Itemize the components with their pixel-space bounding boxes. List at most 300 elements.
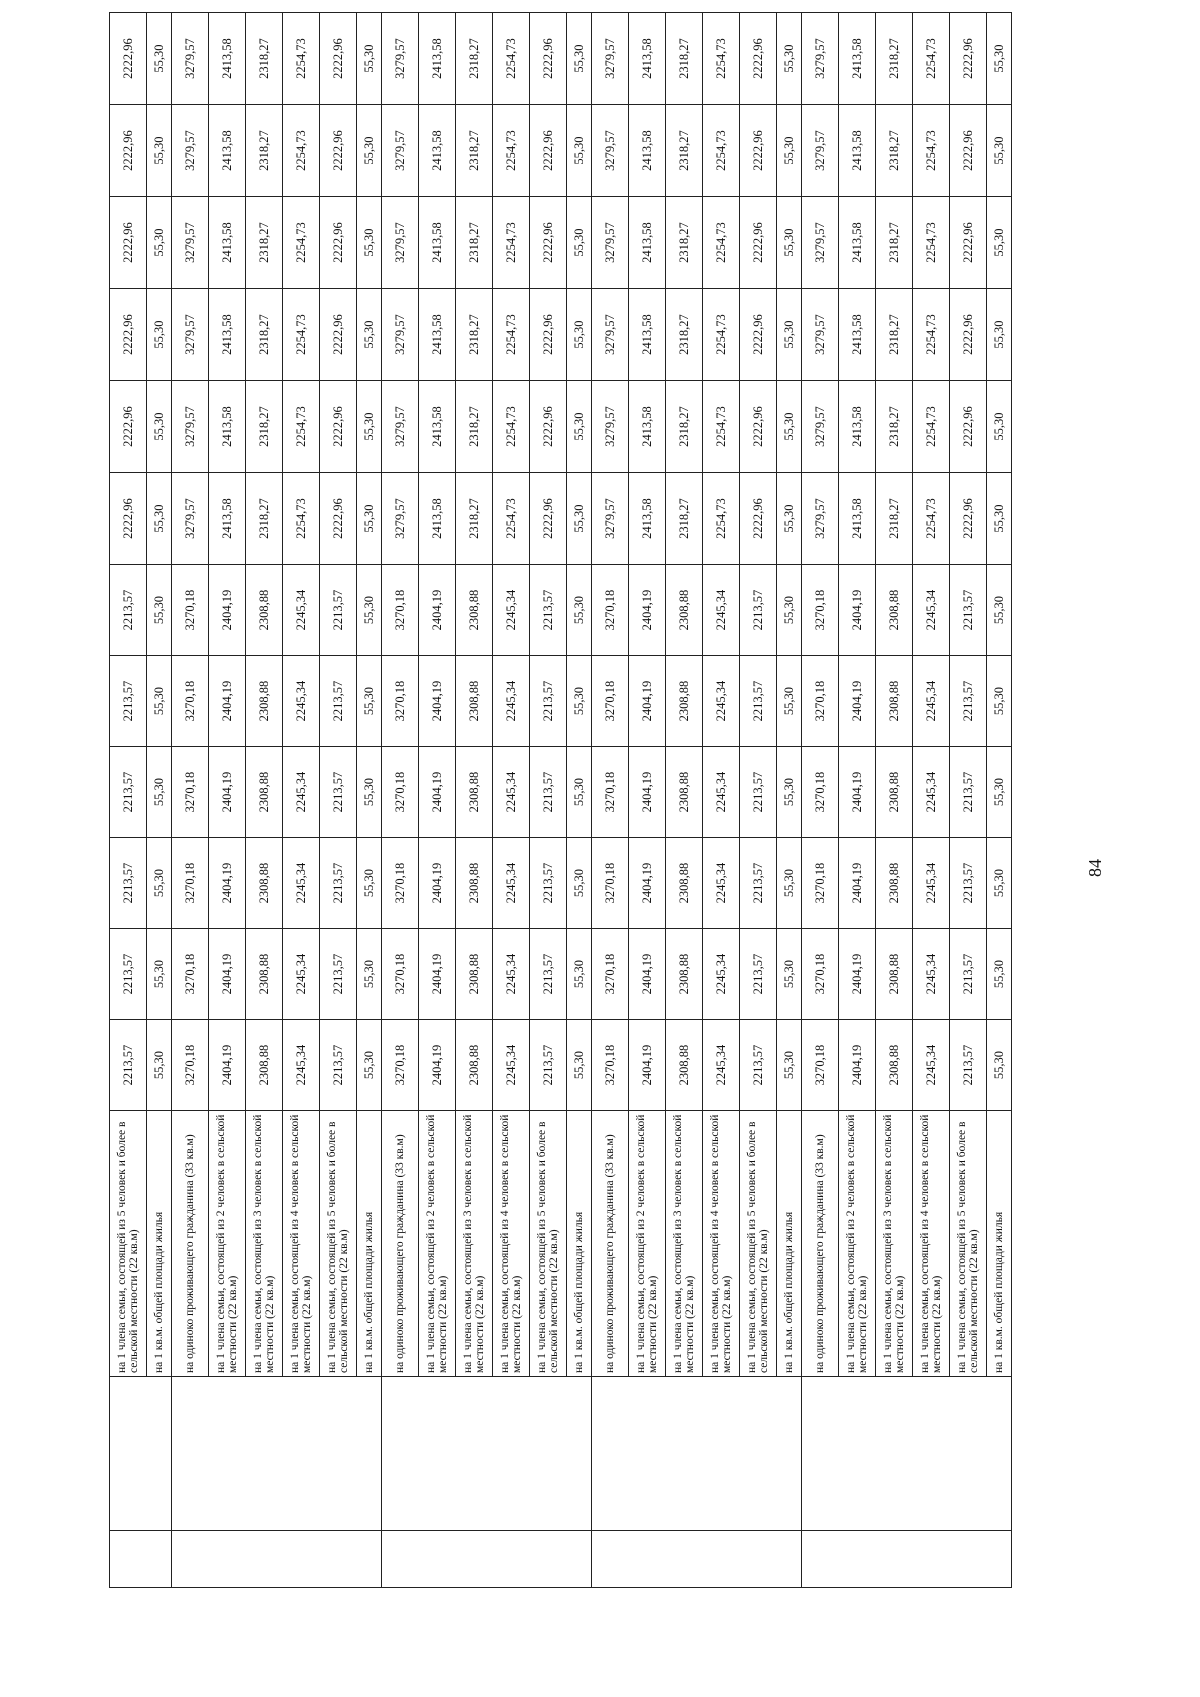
value-cell: 2254,73 xyxy=(703,197,740,289)
value-cell: 2318,27 xyxy=(456,381,493,473)
table-row xyxy=(950,13,987,1588)
value-cell: 2318,27 xyxy=(876,105,913,197)
value-cell: 2213,57 xyxy=(320,565,357,656)
value-cell: 2245,34 xyxy=(493,747,530,838)
value-cell: 2404,19 xyxy=(629,656,666,747)
value-cell: 2404,19 xyxy=(839,747,876,838)
value-cell: 2213,57 xyxy=(530,565,567,656)
value-cell: 2254,73 xyxy=(283,381,320,473)
value-cell: 2318,27 xyxy=(666,381,703,473)
value-cell: 2245,34 xyxy=(283,565,320,656)
value-cell: 2404,19 xyxy=(419,565,456,656)
value-cell: 2254,73 xyxy=(493,381,530,473)
value-cell: 2318,27 xyxy=(456,13,493,105)
value-cell: 2222,96 xyxy=(320,473,357,565)
value-cell: 3270,18 xyxy=(802,656,839,747)
value-cell: 2254,73 xyxy=(703,289,740,381)
norm-description-cell: на 1 члена семьи, состоящей из 2 человек в сельской местности (22 кв.м) xyxy=(629,1111,666,1377)
value-cell: 2318,27 xyxy=(456,197,493,289)
value-cell: 2222,96 xyxy=(950,381,987,473)
value-cell: 55,30 xyxy=(777,197,802,289)
settlement-name-cell xyxy=(592,1377,802,1531)
value-cell: 2222,96 xyxy=(950,197,987,289)
value-cell: 2308,88 xyxy=(456,929,493,1020)
value-cell: 2245,34 xyxy=(913,838,950,929)
table-row xyxy=(320,13,357,1588)
value-cell: 2308,88 xyxy=(666,656,703,747)
table-row xyxy=(666,13,703,1588)
table-row xyxy=(147,13,172,1588)
value-cell: 2413,58 xyxy=(629,197,666,289)
value-cell: 3279,57 xyxy=(802,289,839,381)
value-cell: 2254,73 xyxy=(703,381,740,473)
value-cell: 2413,58 xyxy=(419,197,456,289)
value-cell: 2318,27 xyxy=(666,473,703,565)
table-row xyxy=(592,13,629,1588)
value-cell: 2222,96 xyxy=(740,473,777,565)
value-cell: 3270,18 xyxy=(382,838,419,929)
value-cell: 2245,34 xyxy=(703,929,740,1020)
value-cell: 55,30 xyxy=(147,289,172,381)
value-cell: 2404,19 xyxy=(209,747,246,838)
value-cell: 3279,57 xyxy=(382,289,419,381)
value-cell: 2254,73 xyxy=(493,289,530,381)
value-cell: 2254,73 xyxy=(283,473,320,565)
value-cell: 55,30 xyxy=(567,565,592,656)
value-cell: 2213,57 xyxy=(320,929,357,1020)
value-cell: 2222,96 xyxy=(110,289,147,381)
table-row xyxy=(802,13,839,1588)
value-cell: 3279,57 xyxy=(592,197,629,289)
value-cell: 55,30 xyxy=(357,289,382,381)
value-cell: 2413,58 xyxy=(209,105,246,197)
value-cell: 2413,58 xyxy=(209,197,246,289)
value-cell: 2404,19 xyxy=(209,656,246,747)
value-cell: 2222,96 xyxy=(320,105,357,197)
value-cell: 2222,96 xyxy=(110,473,147,565)
value-cell: 55,30 xyxy=(357,105,382,197)
tariff-table-body xyxy=(110,13,1012,1588)
value-cell: 2254,73 xyxy=(913,289,950,381)
table-row xyxy=(110,13,147,1588)
settlement-name-cell xyxy=(172,1377,382,1531)
value-cell: 55,30 xyxy=(987,838,1012,929)
value-cell: 2222,96 xyxy=(950,105,987,197)
value-cell: 55,30 xyxy=(987,929,1012,1020)
value-cell: 2213,57 xyxy=(950,656,987,747)
value-cell: 2413,58 xyxy=(839,105,876,197)
value-cell: 55,30 xyxy=(147,13,172,105)
value-cell: 2318,27 xyxy=(666,13,703,105)
value-cell: 2254,73 xyxy=(493,105,530,197)
table-row xyxy=(987,13,1012,1588)
value-cell: 2213,57 xyxy=(740,565,777,656)
value-cell: 2318,27 xyxy=(876,197,913,289)
value-cell: 2245,34 xyxy=(283,929,320,1020)
value-cell: 55,30 xyxy=(567,473,592,565)
value-cell: 55,30 xyxy=(777,656,802,747)
value-cell: 2308,88 xyxy=(246,656,283,747)
value-cell: 2413,58 xyxy=(629,13,666,105)
value-cell: 3270,18 xyxy=(592,747,629,838)
table-row xyxy=(246,13,283,1588)
value-cell: 2318,27 xyxy=(456,473,493,565)
value-cell: 2222,96 xyxy=(740,197,777,289)
value-cell: 3270,18 xyxy=(172,929,209,1020)
table-row xyxy=(839,13,876,1588)
value-cell: 2245,34 xyxy=(283,838,320,929)
table-row xyxy=(777,13,802,1588)
value-cell: 2404,19 xyxy=(629,929,666,1020)
value-cell: 2318,27 xyxy=(876,13,913,105)
value-cell: 2308,88 xyxy=(246,565,283,656)
value-cell: 3279,57 xyxy=(172,289,209,381)
value-cell: 3270,18 xyxy=(592,929,629,1020)
value-cell: 2413,58 xyxy=(839,289,876,381)
value-cell: 3279,57 xyxy=(382,381,419,473)
value-cell: 2213,57 xyxy=(110,929,147,1020)
norm-description-cell: на 1 кв.м. общей площади жилья xyxy=(987,1111,1012,1377)
value-cell: 2308,88 xyxy=(456,1020,493,1111)
norm-description-cell: на 1 кв.м. общей площади жилья xyxy=(357,1111,382,1377)
table-row xyxy=(703,13,740,1588)
value-cell: 3279,57 xyxy=(382,473,419,565)
value-cell: 55,30 xyxy=(987,197,1012,289)
value-cell: 55,30 xyxy=(357,656,382,747)
value-cell: 2245,34 xyxy=(493,1020,530,1111)
table-row xyxy=(419,13,456,1588)
norm-description-cell: на 1 члена семьи, состоящей из 5 человек и более в сельской местности (22 кв.м) xyxy=(530,1111,567,1377)
value-cell: 55,30 xyxy=(357,838,382,929)
page-number: 84 xyxy=(1085,859,1105,877)
value-cell: 2222,96 xyxy=(530,105,567,197)
value-cell: 2413,58 xyxy=(209,473,246,565)
value-cell: 2404,19 xyxy=(419,656,456,747)
value-cell: 2222,96 xyxy=(110,13,147,105)
value-cell: 3270,18 xyxy=(172,838,209,929)
value-cell: 55,30 xyxy=(987,565,1012,656)
norm-description-cell: на 1 члена семьи, состоящей из 2 человек в сельской местности (22 кв.м) xyxy=(209,1111,246,1377)
value-cell: 2222,96 xyxy=(950,289,987,381)
norm-description-cell: на 1 члена семьи, состоящей из 4 человек в сельской местности (22 кв.м) xyxy=(913,1111,950,1377)
norm-description-cell: на 1 кв.м. общей площади жилья xyxy=(567,1111,592,1377)
table-row xyxy=(530,13,567,1588)
norm-description-cell: на 1 члена семьи, состоящей из 3 человек в сельской местности (22 кв.м) xyxy=(456,1111,493,1377)
value-cell: 2254,73 xyxy=(493,197,530,289)
value-cell: 55,30 xyxy=(567,289,592,381)
value-cell: 2413,58 xyxy=(629,105,666,197)
value-cell: 55,30 xyxy=(357,565,382,656)
value-cell: 2245,34 xyxy=(493,565,530,656)
value-cell: 2222,96 xyxy=(740,105,777,197)
value-cell: 2318,27 xyxy=(246,473,283,565)
value-cell: 2213,57 xyxy=(740,656,777,747)
value-cell: 2308,88 xyxy=(876,656,913,747)
value-cell: 55,30 xyxy=(987,473,1012,565)
value-cell: 2213,57 xyxy=(320,838,357,929)
value-cell: 2308,88 xyxy=(876,747,913,838)
table-row xyxy=(357,13,382,1588)
norm-description-cell: на одиноко проживающего гражданина (33 кв.м) xyxy=(172,1111,209,1377)
value-cell: 2213,57 xyxy=(110,656,147,747)
value-cell: 2308,88 xyxy=(666,929,703,1020)
value-cell: 3270,18 xyxy=(592,656,629,747)
table-row xyxy=(913,13,950,1588)
row-index-cell xyxy=(172,1531,382,1588)
value-cell: 55,30 xyxy=(567,838,592,929)
value-cell: 2213,57 xyxy=(530,929,567,1020)
value-cell: 55,30 xyxy=(567,197,592,289)
value-cell: 3279,57 xyxy=(802,197,839,289)
value-cell: 2222,96 xyxy=(530,13,567,105)
value-cell: 3279,57 xyxy=(172,381,209,473)
value-cell: 2404,19 xyxy=(419,929,456,1020)
value-cell: 2254,73 xyxy=(283,197,320,289)
value-cell: 2245,34 xyxy=(703,838,740,929)
value-cell: 2308,88 xyxy=(666,838,703,929)
value-cell: 2318,27 xyxy=(246,197,283,289)
value-cell: 55,30 xyxy=(147,929,172,1020)
value-cell: 2254,73 xyxy=(913,13,950,105)
value-cell: 2308,88 xyxy=(876,838,913,929)
settlement-name-cell xyxy=(110,1377,172,1531)
value-cell: 2245,34 xyxy=(703,1020,740,1111)
value-cell: 3270,18 xyxy=(592,838,629,929)
value-cell: 2245,34 xyxy=(913,565,950,656)
value-cell: 2245,34 xyxy=(283,656,320,747)
norm-description-cell: на 1 члена семьи, состоящей из 5 человек и более в сельской местности (22 кв.м) xyxy=(110,1111,147,1377)
value-cell: 2245,34 xyxy=(493,929,530,1020)
table-row xyxy=(283,13,320,1588)
value-cell: 2245,34 xyxy=(913,747,950,838)
value-cell: 2254,73 xyxy=(703,473,740,565)
value-cell: 3279,57 xyxy=(172,105,209,197)
value-cell: 3279,57 xyxy=(592,473,629,565)
value-cell: 55,30 xyxy=(357,13,382,105)
value-cell: 2308,88 xyxy=(876,1020,913,1111)
value-cell: 2245,34 xyxy=(493,656,530,747)
value-cell: 3270,18 xyxy=(802,929,839,1020)
value-cell: 2245,34 xyxy=(703,656,740,747)
value-cell: 2308,88 xyxy=(666,565,703,656)
value-cell: 2213,57 xyxy=(110,747,147,838)
value-cell: 2213,57 xyxy=(950,929,987,1020)
norm-description-cell: на 1 члена семьи, состоящей из 3 человек в сельской местности (22 кв.м) xyxy=(876,1111,913,1377)
value-cell: 2245,34 xyxy=(283,1020,320,1111)
value-cell: 2404,19 xyxy=(209,565,246,656)
value-cell: 2308,88 xyxy=(246,838,283,929)
value-cell: 2213,57 xyxy=(530,1020,567,1111)
value-cell: 3270,18 xyxy=(172,1020,209,1111)
value-cell: 2404,19 xyxy=(839,565,876,656)
value-cell: 55,30 xyxy=(777,565,802,656)
value-cell: 2413,58 xyxy=(209,381,246,473)
value-cell: 55,30 xyxy=(567,1020,592,1111)
value-cell: 2318,27 xyxy=(666,289,703,381)
value-cell: 3279,57 xyxy=(592,289,629,381)
value-cell: 2222,96 xyxy=(320,13,357,105)
row-index-cell xyxy=(592,1531,802,1588)
value-cell: 2308,88 xyxy=(456,838,493,929)
value-cell: 2318,27 xyxy=(246,105,283,197)
value-cell: 3279,57 xyxy=(592,105,629,197)
table-row xyxy=(456,13,493,1588)
value-cell: 2213,57 xyxy=(110,1020,147,1111)
value-cell: 3270,18 xyxy=(802,747,839,838)
value-cell: 2222,96 xyxy=(530,381,567,473)
value-cell: 55,30 xyxy=(567,105,592,197)
value-cell: 2404,19 xyxy=(839,838,876,929)
value-cell: 2222,96 xyxy=(740,381,777,473)
value-cell: 2318,27 xyxy=(666,197,703,289)
value-cell: 55,30 xyxy=(567,929,592,1020)
value-cell: 2213,57 xyxy=(950,1020,987,1111)
value-cell: 55,30 xyxy=(777,289,802,381)
value-cell: 2413,58 xyxy=(419,13,456,105)
value-cell: 2308,88 xyxy=(456,747,493,838)
value-cell: 2254,73 xyxy=(493,473,530,565)
value-cell: 55,30 xyxy=(147,838,172,929)
norm-description-cell: на 1 члена семьи, состоящей из 2 человек в сельской местности (22 кв.м) xyxy=(839,1111,876,1377)
value-cell: 55,30 xyxy=(567,747,592,838)
value-cell: 3270,18 xyxy=(382,929,419,1020)
norm-description-cell: на 1 члена семьи, состоящей из 4 человек в сельской местности (22 кв.м) xyxy=(283,1111,320,1377)
value-cell: 55,30 xyxy=(987,105,1012,197)
norm-description-cell: на 1 кв.м. общей площади жилья xyxy=(147,1111,172,1377)
value-cell: 2318,27 xyxy=(246,381,283,473)
value-cell: 3270,18 xyxy=(382,1020,419,1111)
value-cell: 55,30 xyxy=(357,381,382,473)
value-cell: 2222,96 xyxy=(530,289,567,381)
value-cell: 2245,34 xyxy=(703,565,740,656)
value-cell: 3270,18 xyxy=(172,747,209,838)
value-cell: 2413,58 xyxy=(629,473,666,565)
value-cell: 55,30 xyxy=(147,565,172,656)
value-cell: 3279,57 xyxy=(802,105,839,197)
value-cell: 2318,27 xyxy=(456,105,493,197)
norm-description-cell: на 1 кв.м. общей площади жилья xyxy=(777,1111,802,1377)
value-cell: 55,30 xyxy=(147,105,172,197)
table-row xyxy=(209,13,246,1588)
value-cell: 2318,27 xyxy=(246,289,283,381)
value-cell: 3279,57 xyxy=(172,197,209,289)
norm-description-cell: на 1 члена семьи, состоящей из 5 человек и более в сельской местности (22 кв.м) xyxy=(320,1111,357,1377)
value-cell: 55,30 xyxy=(567,656,592,747)
value-cell: 55,30 xyxy=(147,747,172,838)
value-cell: 55,30 xyxy=(357,473,382,565)
value-cell: 2254,73 xyxy=(283,105,320,197)
value-cell: 3270,18 xyxy=(382,656,419,747)
value-cell: 2308,88 xyxy=(246,1020,283,1111)
norm-description-cell: на 1 члена семьи, состоящей из 2 человек в сельской местности (22 кв.м) xyxy=(419,1111,456,1377)
value-cell: 3279,57 xyxy=(802,473,839,565)
value-cell: 2404,19 xyxy=(419,838,456,929)
value-cell: 3270,18 xyxy=(802,1020,839,1111)
value-cell: 2404,19 xyxy=(629,747,666,838)
tariff-table xyxy=(109,12,1012,1588)
value-cell: 55,30 xyxy=(987,289,1012,381)
value-cell: 2308,88 xyxy=(456,656,493,747)
value-cell: 2318,27 xyxy=(876,289,913,381)
value-cell: 55,30 xyxy=(777,105,802,197)
value-cell: 2308,88 xyxy=(246,929,283,1020)
norm-description-cell: на одиноко проживающего гражданина (33 кв.м) xyxy=(802,1111,839,1377)
value-cell: 2254,73 xyxy=(913,381,950,473)
value-cell: 55,30 xyxy=(357,197,382,289)
row-index-cell xyxy=(382,1531,592,1588)
value-cell: 55,30 xyxy=(777,747,802,838)
value-cell: 2245,34 xyxy=(913,929,950,1020)
value-cell: 55,30 xyxy=(357,1020,382,1111)
norm-description-cell: на одиноко проживающего гражданина (33 кв.м) xyxy=(382,1111,419,1377)
value-cell: 2213,57 xyxy=(320,656,357,747)
table-row xyxy=(172,13,209,1588)
value-cell: 2404,19 xyxy=(629,838,666,929)
value-cell: 2308,88 xyxy=(666,747,703,838)
value-cell: 55,30 xyxy=(987,656,1012,747)
value-cell: 2222,96 xyxy=(320,289,357,381)
value-cell: 2213,57 xyxy=(320,747,357,838)
value-cell: 55,30 xyxy=(987,13,1012,105)
value-cell: 55,30 xyxy=(987,381,1012,473)
value-cell: 3279,57 xyxy=(172,473,209,565)
value-cell: 2413,58 xyxy=(839,197,876,289)
value-cell: 3279,57 xyxy=(382,13,419,105)
value-cell: 2413,58 xyxy=(839,473,876,565)
value-cell: 2318,27 xyxy=(876,381,913,473)
value-cell: 2308,88 xyxy=(876,929,913,1020)
value-cell: 2222,96 xyxy=(320,381,357,473)
norm-description-cell: на 1 члена семьи, состоящей из 3 человек в сельской местности (22 кв.м) xyxy=(246,1111,283,1377)
value-cell: 3270,18 xyxy=(172,565,209,656)
value-cell: 2413,58 xyxy=(419,289,456,381)
value-cell: 2213,57 xyxy=(110,565,147,656)
value-cell: 3270,18 xyxy=(592,1020,629,1111)
norm-description-cell: на 1 члена семьи, состоящей из 3 человек в сельской местности (22 кв.м) xyxy=(666,1111,703,1377)
value-cell: 2222,96 xyxy=(740,13,777,105)
value-cell: 2254,73 xyxy=(703,13,740,105)
value-cell: 2318,27 xyxy=(456,289,493,381)
value-cell: 2213,57 xyxy=(110,838,147,929)
value-cell: 2308,88 xyxy=(876,565,913,656)
value-cell: 3279,57 xyxy=(382,105,419,197)
value-cell: 2213,57 xyxy=(950,747,987,838)
value-cell: 2404,19 xyxy=(419,1020,456,1111)
value-cell: 2404,19 xyxy=(629,565,666,656)
value-cell: 55,30 xyxy=(777,838,802,929)
value-cell: 2213,57 xyxy=(740,838,777,929)
value-cell: 3279,57 xyxy=(802,13,839,105)
value-cell: 2213,57 xyxy=(740,1020,777,1111)
value-cell: 2308,88 xyxy=(246,747,283,838)
norm-description-cell: на 1 члена семьи, состоящей из 5 человек и более в сельской местности (22 кв.м) xyxy=(740,1111,777,1377)
value-cell: 2213,57 xyxy=(320,1020,357,1111)
value-cell: 2254,73 xyxy=(913,197,950,289)
row-index-cell xyxy=(802,1531,1012,1588)
row-index-cell xyxy=(110,1531,172,1588)
settlement-name-cell xyxy=(802,1377,1012,1531)
value-cell: 2404,19 xyxy=(839,929,876,1020)
value-cell: 2213,57 xyxy=(530,656,567,747)
value-cell: 2404,19 xyxy=(839,656,876,747)
value-cell: 2254,73 xyxy=(913,473,950,565)
value-cell: 2413,58 xyxy=(839,13,876,105)
value-cell: 2308,88 xyxy=(456,565,493,656)
value-cell: 2413,58 xyxy=(419,381,456,473)
value-cell: 3270,18 xyxy=(802,565,839,656)
norm-description-cell: на 1 члена семьи, состоящей из 5 человек и более в сельской местности (22 кв.м) xyxy=(950,1111,987,1377)
value-cell: 2245,34 xyxy=(283,747,320,838)
